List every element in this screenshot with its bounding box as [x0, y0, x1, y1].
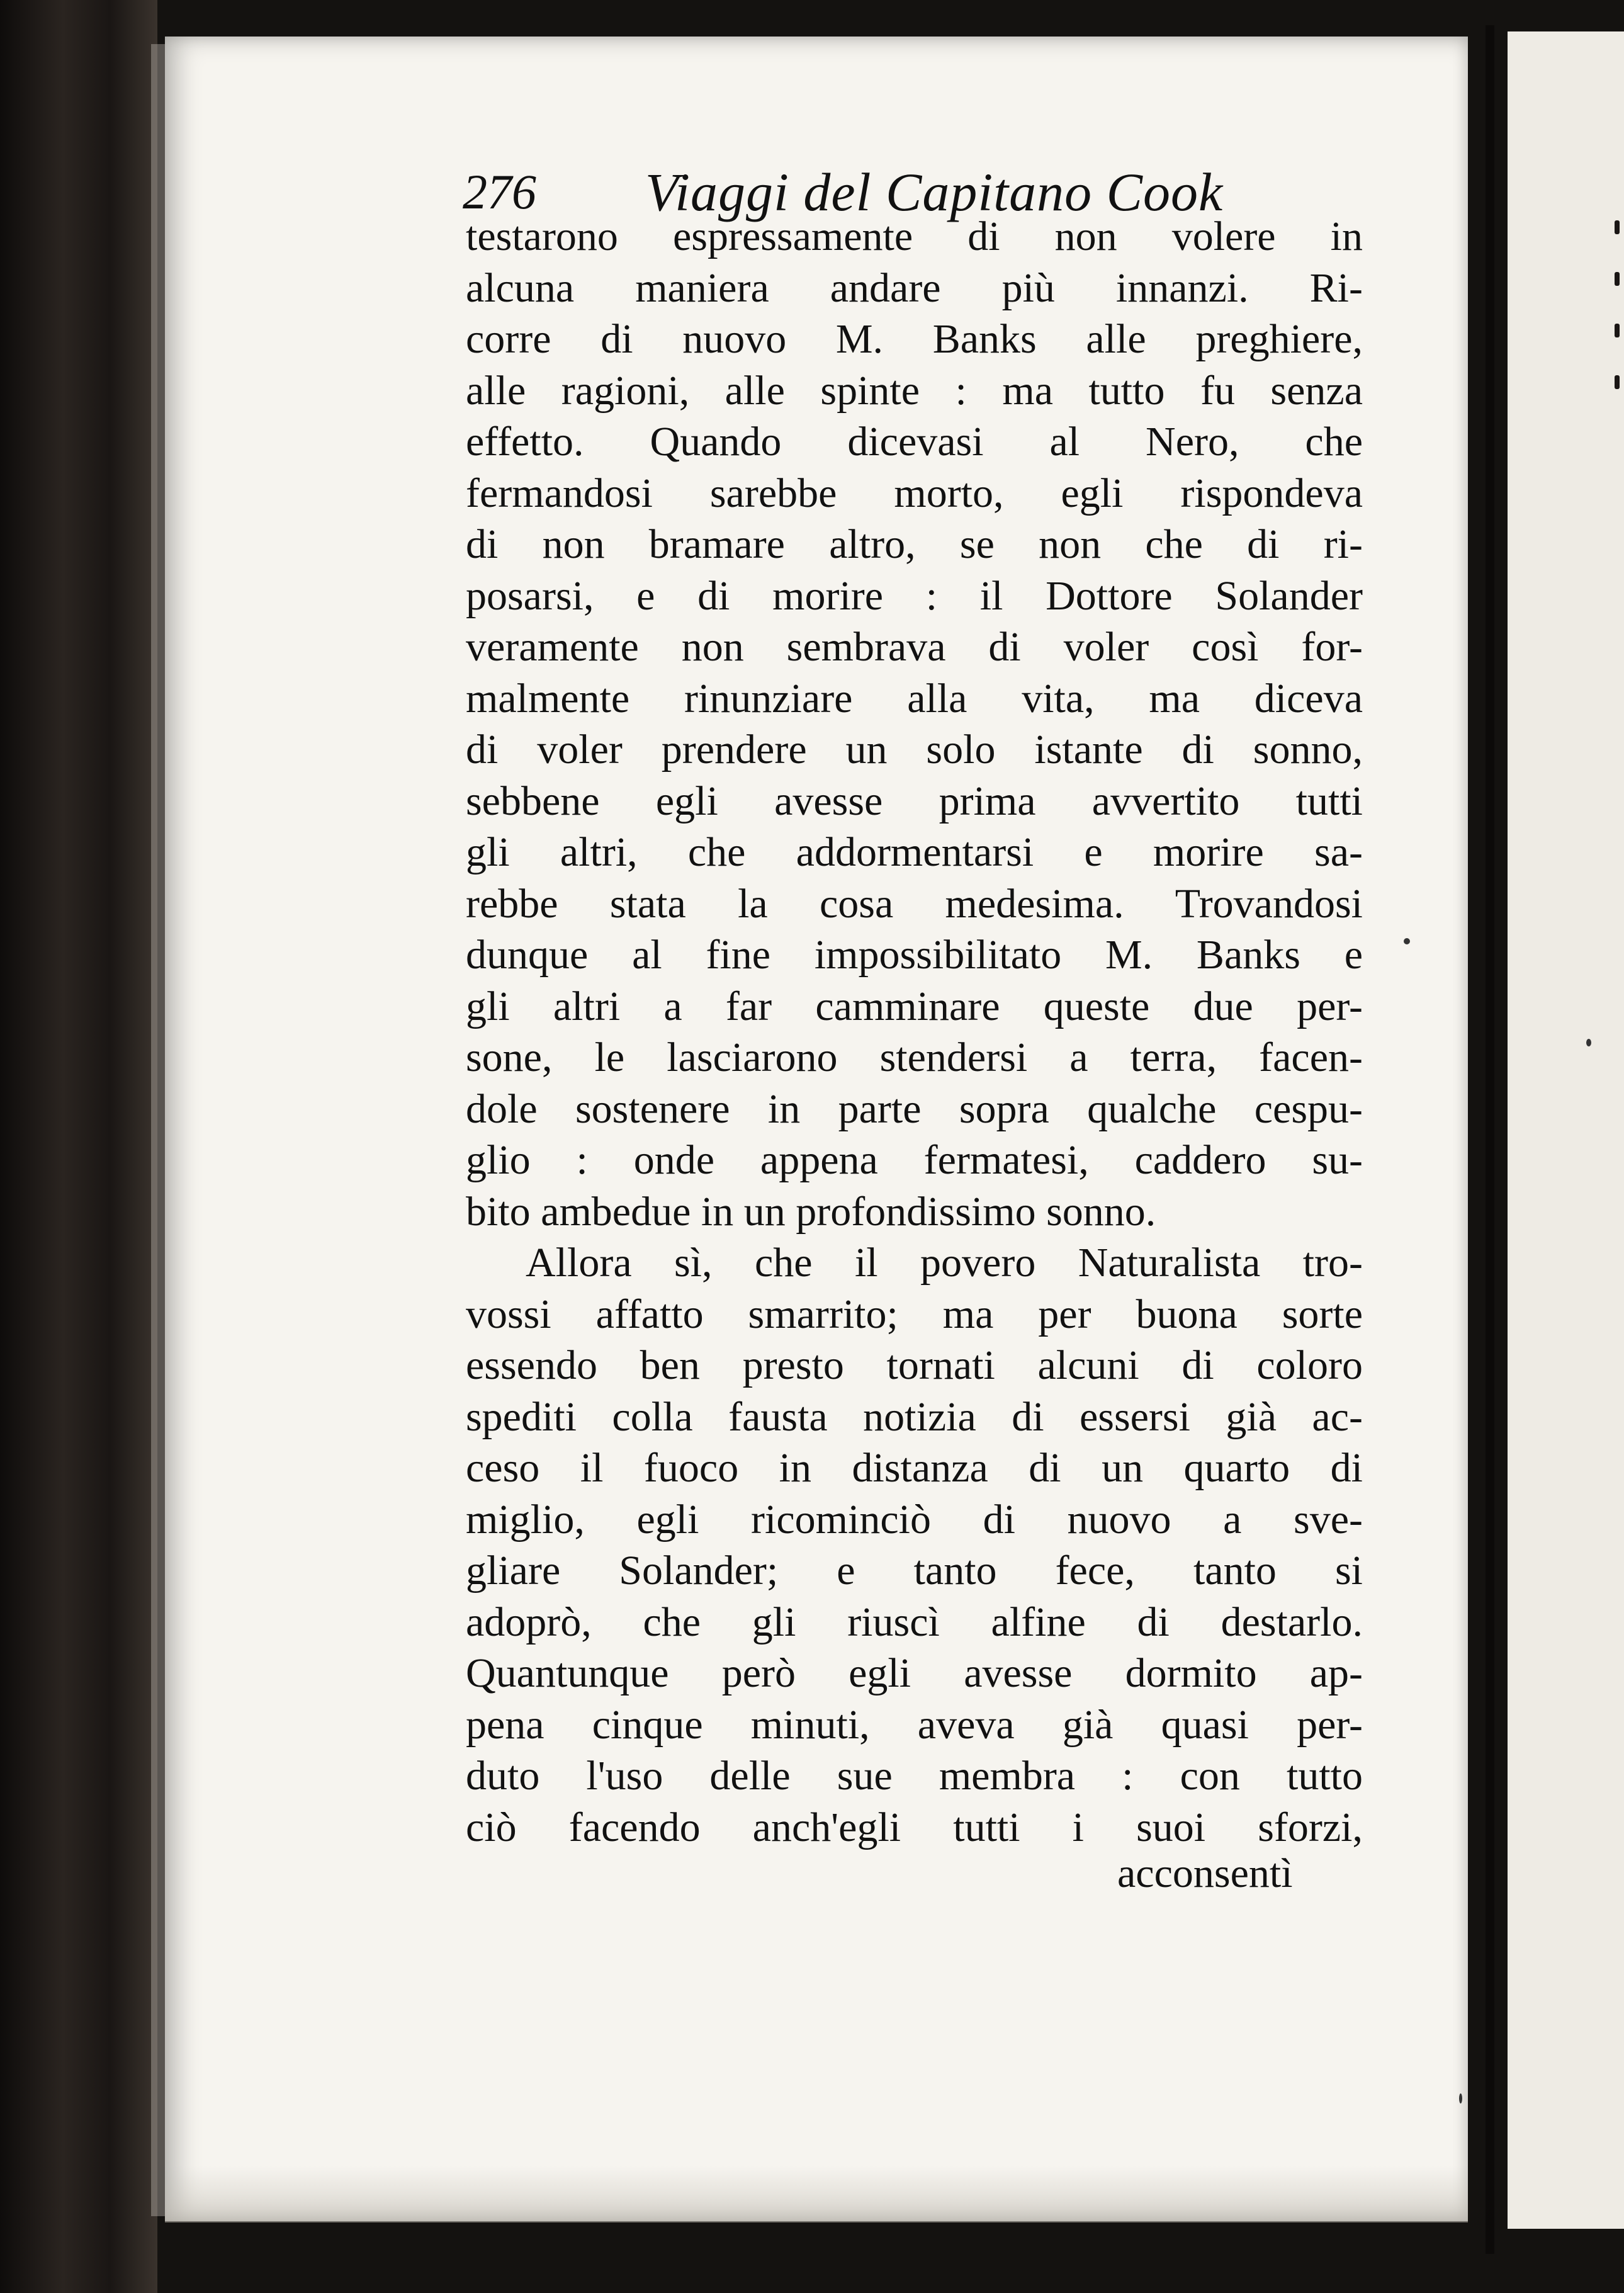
- ink-speck: [1459, 2093, 1462, 2103]
- text-line: testarono espressamente di non volere in: [466, 213, 1363, 259]
- page-number: 276: [463, 164, 536, 219]
- text-line: spediti colla fausta notizia di essersi già ac-: [466, 1393, 1363, 1440]
- text-line: Allora sì, che il povero Naturalista tro-: [526, 1240, 1363, 1286]
- text-line: Quantunque però egli avesse dormito ap-: [466, 1650, 1363, 1696]
- text-line: ceso il fuoco in distanza di un quarto di: [466, 1445, 1363, 1491]
- running-head: Viaggi del Capitano Cook: [645, 162, 1224, 222]
- ink-speck: [1404, 938, 1410, 944]
- text-line: miglio, egli ricominciò di nuovo a sve-: [466, 1496, 1363, 1543]
- text-line: gli altri a far camminare queste due per-: [466, 983, 1363, 1029]
- facing-page-edge: [1508, 31, 1624, 2229]
- page-gutter: [1486, 25, 1494, 2254]
- page-wear: [165, 2166, 1468, 2222]
- text-line: glio : onde appena fermatesi, caddero su-: [466, 1137, 1363, 1183]
- catchword: acconsentì: [1117, 1850, 1293, 1896]
- text-line: gliare Solander; e tanto fece, tanto si: [466, 1548, 1363, 1594]
- text-line: veramente non sembrava di voler così for-: [466, 624, 1363, 670]
- text-line: alcuna maniera andare più innanzi. Ri-: [466, 264, 1363, 311]
- text-line: dole sostenere in parte sopra qualche cespu-: [466, 1085, 1363, 1132]
- book-spine: [0, 0, 157, 2293]
- text-line: fermandosi sarebbe morto, egli rispondeva: [466, 470, 1363, 516]
- text-line: ciò facendo anch'egli tutti i suoi sforzi,: [466, 1804, 1363, 1850]
- text-line: posarsi, e di morire : il Dottore Solander: [466, 572, 1363, 619]
- text-line: vossi affatto smarrito; ma per buona sorte: [466, 1291, 1363, 1337]
- text-line: sebbene egli avesse prima avvertito tutti: [466, 778, 1363, 824]
- text-line: malmente rinunziare alla vita, ma diceva: [466, 675, 1363, 722]
- text-line: alle ragioni, alle spinte : ma tutto fu senza: [466, 367, 1363, 414]
- text-line: pena cinque minuti, aveva già quasi per-: [466, 1701, 1363, 1748]
- text-line: di voler prendere un solo istante di sonno,: [466, 727, 1363, 773]
- text-line: effetto. Quando dicevasi al Nero, che: [466, 419, 1363, 465]
- text-line: adoprò, che gli riuscì alfine di destarlo.: [466, 1599, 1363, 1645]
- text-line: sone, le lasciarono stendersi a terra, facen-: [466, 1034, 1363, 1080]
- facing-page-text-fragments: [1615, 220, 1624, 472]
- text-line: essendo ben presto tornati alcuni di coloro: [466, 1342, 1363, 1388]
- body-text: [466, 211, 1363, 1853]
- text-line: duto l'uso delle sue membra : con tutto: [466, 1753, 1363, 1799]
- text-line: rebbe stata la cosa medesima. Trovandosi: [466, 880, 1363, 927]
- text-line: corre di nuovo M. Banks alle preghiere,: [466, 316, 1363, 362]
- text-line: dunque al fine impossibilitato M. Banks e: [466, 932, 1363, 978]
- text-line: gli altri, che addormentarsi e morire sa-: [466, 829, 1363, 875]
- text-line: bito ambedue in un profondissimo sonno.: [466, 1188, 1156, 1235]
- ink-speck: [1586, 1039, 1591, 1046]
- text-line: di non bramare altro, se non che di ri-: [466, 521, 1363, 567]
